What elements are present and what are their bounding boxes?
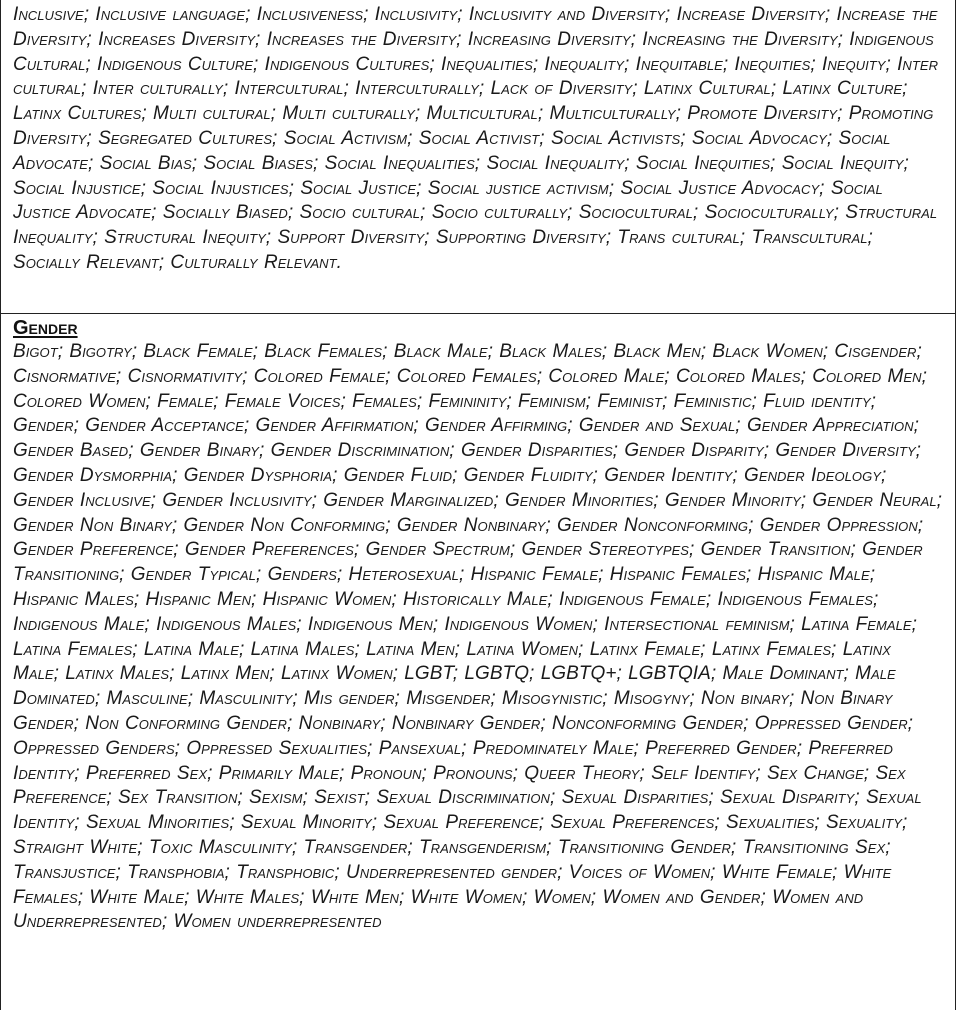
gender-section — [1, 314, 955, 935]
diversity-terms-text: Inclusive; Inclusive language; Inclusiveness; Inclusivity; Inclusivity and Diversity; Increase Diversity; Increase the Diversity; Increases Diversity; Increases the Diversity; Increasing Diversity; Increasing the Diversity; Indigenous Cultural; Indigenous Culture; Indigenous Cultures; Inequalities; Inequality; Inequitable; Inequities; Inequity; Inter cultural; Inter culturally; Intercultural; Interculturally; Lack of Diversity; Latinx Cultural; Latinx Culture; Latinx Cultures; Multi cultural; Multi culturally; Multicultural; Multiculturally; Promote Diversity; Promoting Diversity; Segregated Cultures; Social Activism; Social Activist; Social Activists; Social Advocacy; Social Advocate; Social Bias; Social Biases; Social Inequalities; Social Inequality; Social Inequities; Social Inequity; Social Injustice; Social Injustices; Social Justice; Social justice activism; Social Justice Advocacy; Social Justice Advocate; Socially Biased; Socio cultural; Socio culturally; Sociocultural; Socioculturally; Structural Inequality; Structural Inequity; Support Diversity; Supporting Diversity; Trans cultural; Transcultural; Socially Relevant; Culturally Relevant. — [13, 4, 939, 273]
gender-heading: Gender — [13, 317, 78, 339]
diversity-section — [1, 0, 955, 314]
gender-terms-text: Bigot; Bigotry; Black Female; Black Females; Black Male; Black Males; Black Men; Black Women; Cisgender; Cisnormative; Cisnormativity; Colored Female; Colored Females; Colored Male; Colored Males; Colored Men; Colored Women; Female; Female Voices; Females; Femininity; Feminism; Feminist; Feministic; Fluid identity; Gender; Gender Acceptance; Gender Affirmation; Gender Affirming; Gender and Sexual; Gender Appreciation; Gender Based; Gender Binary; Gender Discrimination; Gender Disparities; Gender Disparity; Gender Diversity; Gender Dysmorphia; Gender Dysphoria; Gender Fluid; Gender Fluidity; Gender Identity; Gender Ideology; Gender Inclusive; Gender Inclusivity; Gender Marginalized; Gender Minorities; Gender Minority; Gender Neural; Gender Non Binary; Gender Non Conforming; Gender Nonbinary; Gender Nonconforming; Gender Oppression; Gender Preference; Gender Preferences; Gender Spectrum; Gender Stereotypes; Gender Transition; Gender Transitioning; Gender Typical; Genders; Heterosexual; Hispanic Female; Hispanic Females; Hispanic Male; Hispanic Males; Hispanic Men; Hispanic Women; Historically Male; Indigenous Female; Indigenous Females; Indigenous Male; Indigenous Males; Indigenous Men; Indigenous Women; Intersectional feminism; Latina Female; Latina Females; Latina Male; Latina Males; Latina Men; Latina Women; Latinx Female; Latinx Females; Latinx Male; Latinx Males; Latinx Men; Latinx Women; LGBT; LGBTQ; LGBTQ+; LGBTQIA; Male Dominant; Male Dominated; Masculine; Masculinity; Mis gender; Misgender; Misogynistic; Misogyny; Non binary; Non Binary Gender; Non Conforming Gender; Nonbinary; Nonbinary Gender; Nonconforming Gender; Oppressed Gender; Oppressed Genders; Oppressed Sexualities; Pansexual; Predominately Male; Preferred Gender; Preferred Identity; Preferred Sex; Primarily Male; Pronoun; Pronouns; Queer Theory; Self Identify; Sex Change; Sex Preference; Sex Transition; Sexism; Sexist; Sexual Discrimination; Sexual Disparities; Sexual Disparity; Sexual Identity; Sexual Minorities; Sexual Minority; Sexual Preference; Sexual Preferences; Sexualities; Sexuality; Straight White; Toxic Masculinity; Transgender; Transgenderism; Transitioning Gender; Transitioning Sex; Transjustice; Transphobia; Transphobic; Underrepresented gender; Voices of Women; White Female; White Females; White Male; White Males; White Men; White Women; Women; Women and Gender; Women and Underrepresented; Women underrepresented — [13, 341, 943, 933]
